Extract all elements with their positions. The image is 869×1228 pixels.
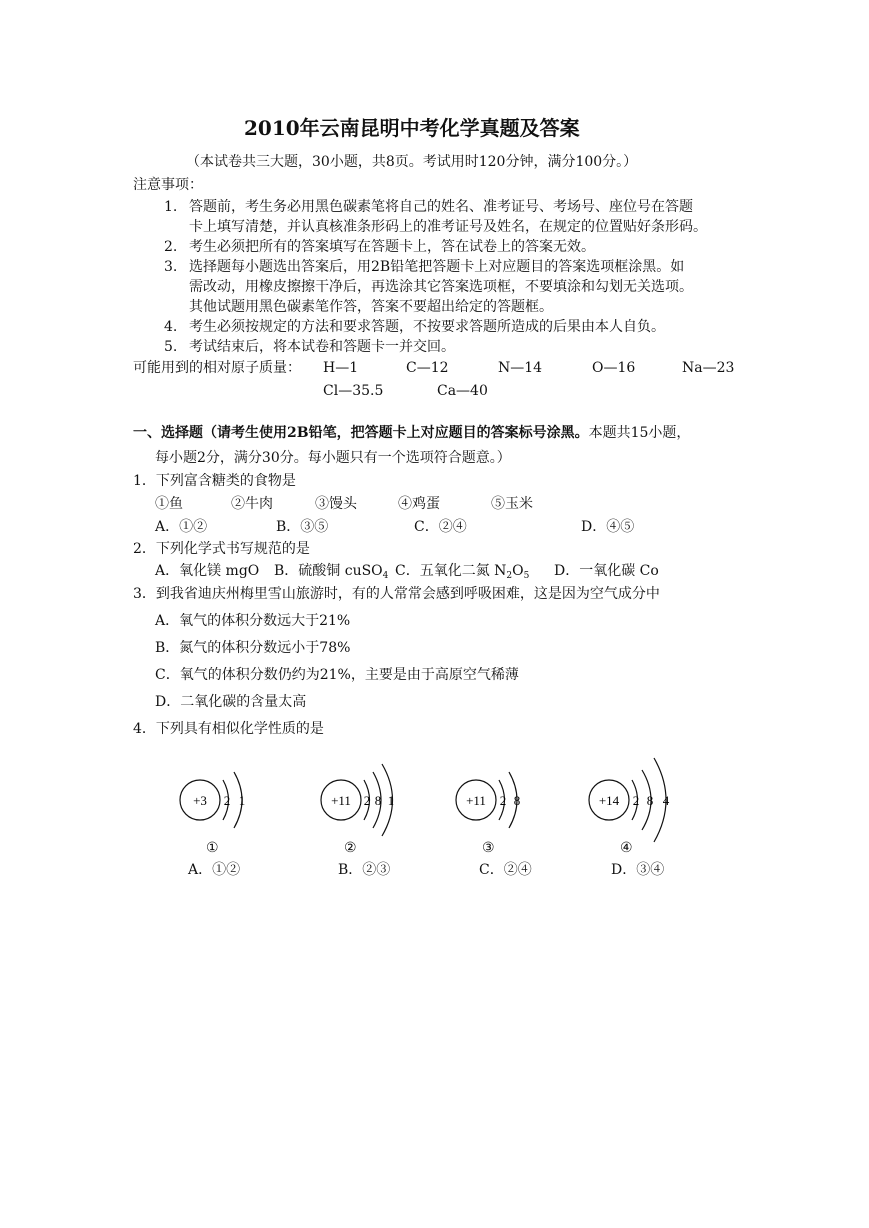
atom-2-shell-2: 8 — [374, 793, 382, 808]
notice-1-num: 1. — [164, 199, 178, 215]
atom-4-shell-1: 2 — [632, 793, 640, 808]
q2-option-a: A．氧化镁 mgO — [155, 563, 260, 579]
atom-structure-2 — [310, 758, 410, 838]
notice-4-num: 4. — [164, 319, 178, 335]
notice-1-line-2: 卡上填写清楚，并认真核准条形码上的准考证号及姓名，在规定的位置贴好条形码。 — [189, 219, 707, 235]
notice-2-num: 2. — [164, 239, 178, 255]
atomic-mass-cl: Cl—35.5 — [323, 383, 384, 399]
section-1-heading-line-2: 每小题2分，满分30分。每小题只有一个选项符合题意。） — [155, 450, 511, 466]
section-1-heading-bold: 一、选择题（请考生使用2B铅笔，把答题卡上对应题目的答案标号涂黑。 — [133, 425, 589, 441]
notice-heading: 注意事项： — [133, 177, 203, 193]
atom-4-shell-2: 8 — [646, 793, 654, 808]
q1-option-b: B．③⑤ — [276, 519, 329, 535]
notice-2-line-1: 考生必须把所有的答案填写在答题卡上，答在试卷上的答案无效。 — [189, 239, 595, 255]
q2-option-d: D．一氧化碳 Co — [554, 563, 659, 579]
atom-structure-1 — [170, 758, 260, 838]
atom-2-nucleus: +11 — [331, 793, 351, 808]
q2-option-c-subscript-2: 5 — [523, 571, 530, 581]
q1-option-d: D．④⑤ — [581, 519, 635, 535]
section-1-heading-rest: 本题共15小题， — [588, 425, 691, 441]
atomic-mass-ca: Ca—40 — [437, 383, 488, 399]
atom-3-nucleus: +11 — [466, 793, 486, 808]
atom-2-shell-3: 1 — [387, 793, 395, 808]
q4-stem: 4．下列具有相似化学性质的是 — [133, 721, 324, 737]
atom-1-label: ① — [206, 840, 219, 856]
notice-5-num: 5. — [164, 339, 178, 355]
q2-option-b — [274, 564, 388, 581]
atom-4-label: ④ — [620, 840, 633, 856]
atomic-mass-na: Na—23 — [682, 360, 735, 376]
q2-option-b-subscript: 4 — [382, 571, 389, 581]
q2-option-c-subscript-1: 2 — [506, 571, 513, 581]
atom-3-shell-1: 2 — [499, 793, 507, 808]
q4-option-c: C．②④ — [479, 862, 532, 878]
q1-item-4: ④鸡蛋 — [398, 496, 440, 512]
atom-structure-3 — [445, 758, 535, 838]
atom-3-label: ③ — [482, 840, 495, 856]
notice-3-num: 3. — [164, 259, 178, 275]
atomic-mass-c: C—12 — [406, 360, 449, 376]
q1-item-1: ①鱼 — [155, 496, 183, 512]
notice-3-line-3: 其他试题用黑色碳素笔作答，答案不要超出给定的答题框。 — [189, 299, 553, 315]
atom-2-shell-1: 2 — [363, 793, 371, 808]
q2-option-c-mid: O — [512, 563, 524, 579]
q1-item-5: ⑤玉米 — [491, 496, 533, 512]
notice-1-line-1: 答题前，考生务必用黑色碳素笔将自己的姓名、准考证号、考场号、座位号在答题 — [189, 199, 693, 215]
q4-option-d: D．③④ — [611, 862, 665, 878]
q1-option-c: C．②④ — [414, 519, 467, 535]
q4-option-b: B．②③ — [338, 862, 391, 878]
q3-option-c: C．氧气的体积分数仍约为21%，主要是由于高原空气稀薄 — [155, 667, 519, 683]
notice-5-line-1: 考试结束后，将本试卷和答题卡一并交回。 — [189, 339, 455, 355]
page-title: 2010年云南昆明中考化学真题及答案 — [244, 116, 580, 140]
atom-1-nucleus: +3 — [193, 793, 207, 808]
q4-option-a: A．①② — [188, 862, 241, 878]
atom-1-shell-1: 2 — [223, 793, 231, 808]
q1-item-3: ③馒头 — [315, 496, 357, 512]
notice-3-line-2: 需改动，用橡皮擦擦干净后，再选涂其它答案选项框，不要填涂和勾划无关选项。 — [189, 279, 693, 295]
q3-option-a: A．氧气的体积分数远大于21% — [155, 613, 351, 629]
atom-4-shell-3: 4 — [662, 793, 670, 808]
atom-structure-4 — [578, 752, 688, 844]
atom-3-shell-2: 8 — [513, 793, 521, 808]
atom-2-label: ② — [344, 840, 357, 856]
q3-stem: 3．到我省迪庆州梅里雪山旅游时，有的人常常会感到呼吸困难，这是因为空气成分中 — [133, 586, 660, 602]
section-1-heading — [133, 426, 690, 440]
q2-option-c — [395, 564, 529, 581]
q1-item-2: ②牛肉 — [231, 496, 273, 512]
q1-stem: 1．下列富含糖类的食物是 — [133, 473, 296, 489]
q3-option-b: B．氮气的体积分数远小于78% — [155, 640, 351, 656]
atomic-mass-h: H—1 — [323, 360, 359, 376]
q2-option-c-text: C．五氧化二氮 N — [395, 563, 507, 579]
atom-1-shell-2: 1 — [238, 793, 246, 808]
atomic-mass-n: N—14 — [498, 360, 543, 376]
notice-3-line-1: 选择题每小题选出答案后，用2B铅笔把答题卡上对应题目的答案选项框涂黑。如 — [189, 259, 685, 275]
exam-subtitle: （本试卷共三大题，30小题，共8页。考试用时120分钟，满分100分。） — [186, 154, 638, 170]
atomic-mass-o: O—16 — [592, 360, 636, 376]
atomic-mass-label: 可能用到的相对原子质量： — [133, 360, 301, 376]
q3-option-d: D．二氧化碳的含量太高 — [155, 694, 307, 710]
atom-4-nucleus: +14 — [598, 793, 620, 808]
notice-4-line-1: 考生必须按规定的方法和要求答题，不按要求答题所造成的后果由本人自负。 — [189, 319, 665, 335]
q1-option-a: A．①② — [155, 519, 208, 535]
q2-option-b-text: B．硫酸铜 cuSO — [274, 563, 383, 579]
q2-stem: 2．下列化学式书写规范的是 — [133, 541, 310, 557]
